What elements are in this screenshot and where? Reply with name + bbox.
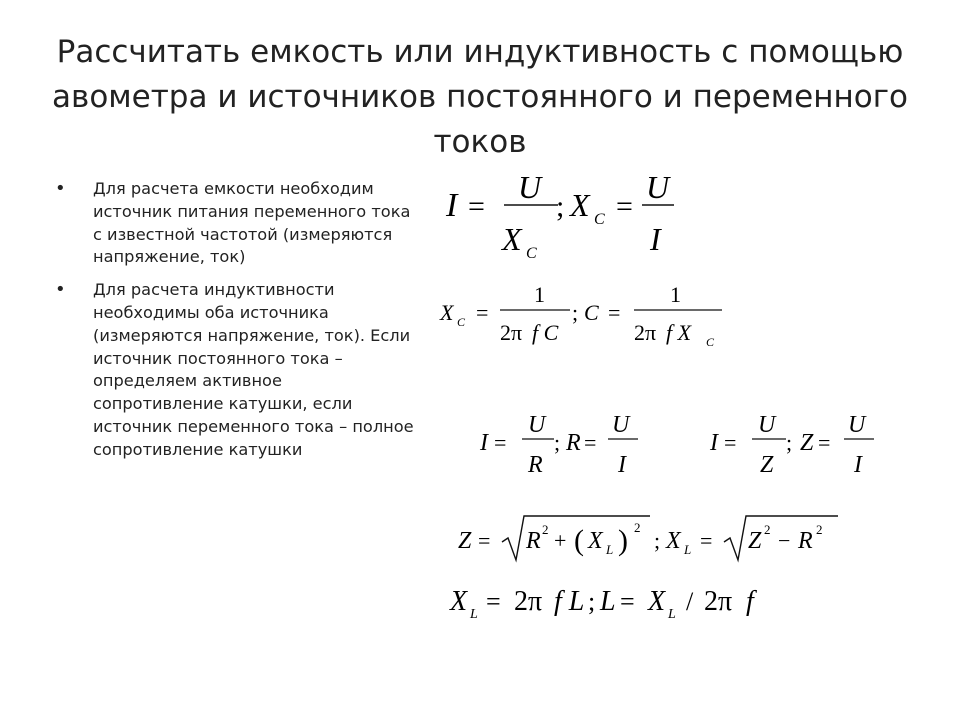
svg-text:=: =	[608, 300, 621, 325]
svg-text:L: L	[470, 607, 478, 622]
svg-text:C: C	[457, 315, 466, 329]
svg-text:R: R	[798, 528, 813, 554]
svg-text:;: ;	[654, 528, 661, 553]
svg-text:2π: 2π	[514, 586, 543, 617]
svg-text:X: X	[570, 187, 590, 223]
svg-text:Z: Z	[748, 528, 762, 554]
bullet-list	[55, 178, 415, 472]
svg-text:−: −	[778, 528, 791, 553]
formula-dc-resistance	[478, 410, 648, 482]
svg-text:I: I	[710, 430, 718, 456]
svg-text:I: I	[480, 430, 488, 456]
svg-text:1: 1	[670, 282, 681, 307]
formula-ohm-capacitive	[438, 168, 678, 268]
svg-text:;: ;	[572, 300, 579, 325]
svg-text:I: I	[854, 452, 862, 478]
svg-text:=: =	[616, 190, 633, 223]
svg-text:;: ;	[554, 430, 561, 455]
svg-text:2π: 2π	[500, 320, 523, 345]
svg-text:I: I	[618, 452, 626, 478]
svg-text:U: U	[518, 169, 542, 205]
bullet-dot-icon: •	[55, 178, 66, 199]
svg-text:Z: Z	[760, 452, 774, 478]
svg-text:L: L	[684, 542, 692, 557]
svg-text:): )	[618, 524, 628, 557]
formula-ac-impedance	[708, 410, 888, 482]
svg-text:C: C	[594, 211, 605, 228]
svg-text:X: X	[450, 586, 468, 617]
svg-text:=: =	[818, 430, 831, 455]
svg-text:f C: f C	[532, 320, 559, 345]
svg-text:;: ;	[556, 190, 565, 223]
svg-text:2: 2	[816, 522, 823, 537]
formula-capacitance	[438, 282, 738, 354]
svg-text:R: R	[526, 528, 541, 554]
svg-text:=: =	[468, 190, 485, 223]
slide-title: Рассчитать емкость или индуктивность с помощью авометра и источников постоянного и переменного токов	[52, 34, 908, 160]
bullet-text: Для расчета емкости необходим источник питания переменного тока с известной частотой (измеряются напряжение, ток)	[93, 179, 411, 267]
bullet-text: Для расчета индуктивности необходимы оба источника (измеряются напряжение, ток). Если источник постоянного тока – определяем активное сопротивление катушки, если источник переменного тока – полное сопротивление катушки	[93, 280, 414, 459]
bullet-dot-icon: •	[55, 279, 66, 301]
svg-text:Z: Z	[458, 528, 472, 554]
svg-text:U: U	[646, 169, 670, 205]
svg-text:2π: 2π	[634, 320, 657, 345]
svg-text:+: +	[554, 528, 567, 553]
svg-text:I: I	[650, 221, 661, 257]
svg-text:Z: Z	[800, 430, 814, 456]
svg-text:=: =	[486, 587, 501, 616]
svg-text:X: X	[648, 586, 666, 617]
svg-text:=: =	[724, 430, 737, 455]
svg-text:U: U	[848, 412, 866, 438]
svg-text:1: 1	[534, 282, 545, 307]
svg-text:=: =	[494, 430, 507, 455]
svg-text:R: R	[566, 430, 581, 456]
svg-text:2: 2	[542, 522, 549, 537]
svg-text:2: 2	[764, 522, 771, 537]
formula-impedance-roots	[454, 510, 854, 572]
svg-text:U: U	[612, 412, 630, 438]
svg-text:=: =	[700, 528, 713, 553]
svg-text:R: R	[528, 452, 543, 478]
bullet-capacitance	[55, 178, 415, 269]
svg-text:f X: f X	[666, 320, 692, 345]
svg-text:C: C	[526, 245, 537, 262]
svg-text:f L: f L	[554, 586, 585, 617]
svg-text:=: =	[584, 430, 597, 455]
svg-text:2π: 2π	[704, 586, 733, 617]
svg-text:X: X	[588, 528, 603, 554]
svg-text:U: U	[758, 412, 776, 438]
svg-text:X: X	[666, 528, 681, 554]
svg-text:C: C	[584, 300, 599, 325]
svg-text:;: ;	[786, 430, 793, 455]
svg-text:C: C	[706, 335, 715, 349]
svg-text:L: L	[606, 542, 614, 557]
svg-text:f: f	[746, 586, 754, 617]
svg-text:L: L	[600, 586, 616, 617]
svg-text:2: 2	[634, 520, 641, 535]
svg-text:X: X	[502, 221, 522, 257]
formula-inductance	[448, 578, 788, 628]
svg-text:=: =	[476, 300, 489, 325]
svg-text:(: (	[574, 524, 584, 557]
svg-text:;: ;	[588, 587, 596, 616]
svg-text:/: /	[686, 587, 694, 616]
svg-text:=: =	[478, 528, 491, 553]
svg-text:X: X	[440, 300, 454, 325]
svg-text:=: =	[620, 587, 635, 616]
bullet-inductance	[55, 279, 415, 461]
svg-text:U: U	[528, 412, 546, 438]
svg-text:L: L	[668, 607, 676, 622]
svg-text:I: I	[446, 187, 458, 224]
